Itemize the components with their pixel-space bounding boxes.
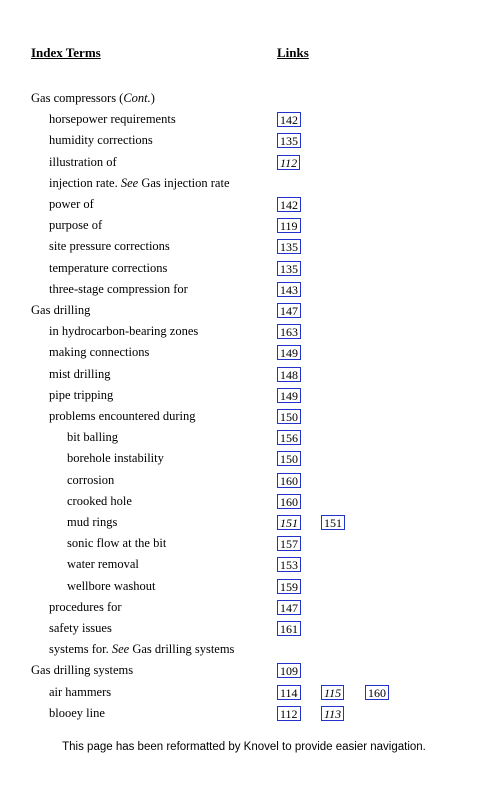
page-link[interactable]: 149 xyxy=(277,388,301,403)
index-entry xyxy=(0,449,488,470)
index-term-emphasis: Cont. xyxy=(123,91,151,105)
page-link[interactable]: 160 xyxy=(277,494,301,509)
index-term: safety issues xyxy=(49,621,112,635)
index-term: power of xyxy=(49,197,94,211)
index-term: air hammers xyxy=(49,684,112,699)
page-link[interactable]: 135 xyxy=(277,239,301,254)
index-term: horsepower requirements xyxy=(49,112,176,127)
index-term: pipe tripping xyxy=(49,387,114,402)
index-entry xyxy=(0,471,488,492)
index-term: making connections xyxy=(49,345,150,360)
index-entry xyxy=(0,343,488,364)
page-link[interactable]: 109 xyxy=(277,663,301,678)
page-link[interactable]: 149 xyxy=(277,345,301,360)
index-entry xyxy=(0,683,488,704)
index-entry xyxy=(0,195,488,216)
index-term-emphasis: See xyxy=(120,175,139,190)
index-entry xyxy=(0,110,488,131)
page-link[interactable]: 150 xyxy=(277,451,301,466)
page-link[interactable]: 113 xyxy=(321,706,344,721)
page-link[interactable]: 161 xyxy=(277,621,301,636)
page-link[interactable]: 112 xyxy=(277,155,300,170)
page-link[interactable]: 153 xyxy=(277,557,301,572)
index-entry xyxy=(0,577,488,598)
index-terms-header: Index Terms xyxy=(31,45,101,60)
index-term: crooked hole xyxy=(67,493,132,508)
index-term: water removal xyxy=(67,557,139,572)
index-entry xyxy=(0,131,488,152)
index-term: corrosion xyxy=(67,472,115,487)
index-term: three-stage compression for xyxy=(49,281,188,296)
index-term: Gas compressors (Cont.) xyxy=(31,91,155,105)
index-term: site pressure corrections xyxy=(49,239,170,254)
footer-note: This page has been reformatted by Knovel to provide easier navigation. xyxy=(62,741,426,753)
index-entry xyxy=(0,534,488,555)
index-entry xyxy=(0,661,488,682)
index-entry xyxy=(0,619,488,640)
index-entry xyxy=(0,640,488,661)
index-term: purpose of xyxy=(49,218,103,233)
index-entry xyxy=(0,174,488,195)
index-entry xyxy=(0,259,488,280)
index-term: injection rate. See Gas injection rate xyxy=(49,175,230,190)
page-link[interactable]: 135 xyxy=(277,133,301,148)
index-term: illustration of xyxy=(49,154,117,169)
index-term: temperature corrections xyxy=(49,260,168,275)
index-entry xyxy=(0,704,488,725)
page-link[interactable]: 143 xyxy=(277,282,301,297)
index-term-emphasis: See xyxy=(111,642,130,657)
index-entry xyxy=(0,407,488,428)
page-link[interactable]: 151 xyxy=(321,515,345,530)
index-entry xyxy=(0,428,488,449)
index-term: mist drilling xyxy=(49,366,111,381)
index-entry xyxy=(0,598,488,619)
page-link[interactable]: 163 xyxy=(277,324,301,339)
index-entry xyxy=(0,492,488,513)
page-link[interactable]: 119 xyxy=(277,218,301,233)
index-entry xyxy=(0,216,488,237)
page-link[interactable]: 142 xyxy=(277,197,301,212)
page-link[interactable]: 114 xyxy=(277,685,301,700)
page-link[interactable]: 156 xyxy=(277,430,301,445)
page-link[interactable]: 157 xyxy=(277,536,301,551)
index-term: Gas drilling systems xyxy=(31,663,134,678)
index-term: mud rings xyxy=(67,515,118,529)
index-term: systems for. See Gas drilling systems xyxy=(49,642,235,657)
links-header: Links xyxy=(277,45,309,60)
page-link[interactable]: 150 xyxy=(277,409,301,424)
page-link[interactable]: 159 xyxy=(277,579,301,594)
page-link[interactable]: 160 xyxy=(365,685,389,700)
page-link[interactable]: 142 xyxy=(277,112,301,127)
index-term: Gas drilling xyxy=(31,303,91,317)
page-link[interactable]: 147 xyxy=(277,600,301,615)
index-term: humidity corrections xyxy=(49,133,153,148)
index-entry xyxy=(0,301,488,322)
index-term: in hydrocarbon-bearing zones xyxy=(49,324,199,339)
index-term: procedures for xyxy=(49,599,122,614)
index-term: borehole instability xyxy=(67,451,164,466)
index-term: blooey line xyxy=(49,705,105,720)
page-link[interactable]: 112 xyxy=(277,706,301,721)
index-entry xyxy=(0,555,488,576)
page-link[interactable]: 148 xyxy=(277,367,301,382)
index-entry xyxy=(0,280,488,301)
page-link[interactable]: 160 xyxy=(277,473,301,488)
index-entry xyxy=(0,153,488,174)
index-entry xyxy=(0,386,488,407)
index-entry xyxy=(0,237,488,258)
index-entry xyxy=(0,89,488,110)
index-term: bit balling xyxy=(67,430,119,445)
index-entry xyxy=(0,322,488,343)
page-link[interactable]: 147 xyxy=(277,303,301,318)
index-entry xyxy=(0,513,488,534)
index-term: sonic flow at the bit xyxy=(67,536,167,551)
index-term: wellbore washout xyxy=(67,578,156,593)
index-entry xyxy=(0,365,488,386)
page-link[interactable]: 115 xyxy=(321,685,344,700)
index-term: problems encountered during xyxy=(49,409,196,423)
page-link[interactable]: 135 xyxy=(277,261,301,276)
page-link[interactable]: 151 xyxy=(277,515,301,530)
